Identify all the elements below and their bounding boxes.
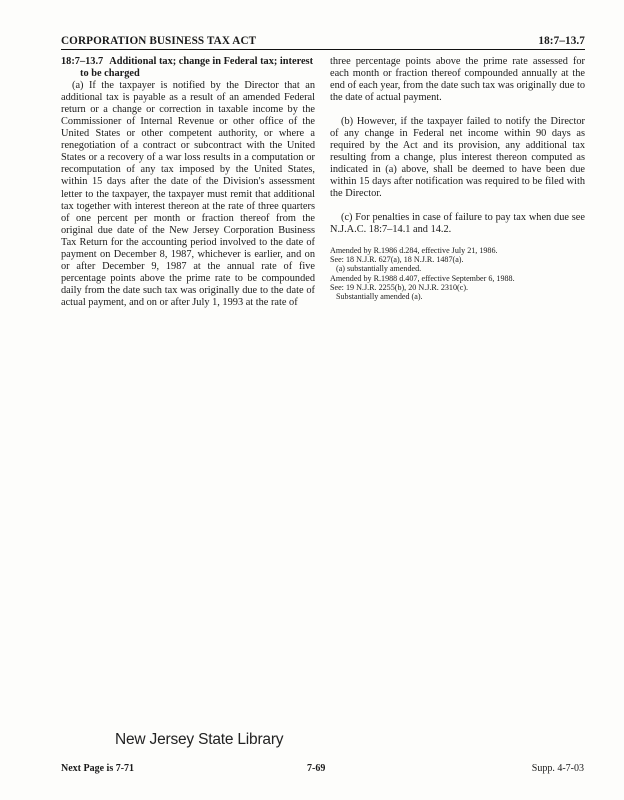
- history-line: See: 19 N.J.R. 2255(b), 20 N.J.R. 2310(c).: [330, 282, 469, 292]
- paragraph-a-continued: three percentage points above the prime rate assessed for each month or fraction thereof compounded annually at the end of each year, from the date such tax was originally due to the date of actual payment.: [330, 56, 585, 104]
- paragraph-a: (a) If the taxpayer is notified by the Director that an additional tax is payable as a result of an amended Federal return or a change or correction in taxable income by the Commissioner of Internal Revenue or other office of the United States or other competent authority, or where a renegotiation of a contract or subcontract with the United States or a recovery of a war loss results in a computation or recomputation of any tax imposed by the United States, within 15 days after the date of the Division's assessment letter to the taxpayer, the taxpayer must remit that additional tax together with interest thereon at the rate of three quarters of one percent per month or fraction thereof from the original due date of the New Jersey Corporation Business Tax Return for the accounting period involved to the date of payment on December 8, 1987, whichever is earlier, and on or after December 9, 1987 at the annual rate of five percentage points above the prime rate to be compounded daily from the date such tax was originally due to the date of actual payment, and on or after July 1, 1993 at the rate of: [61, 80, 315, 308]
- library-stamp: New Jersey State Library: [115, 731, 284, 748]
- section-number: 18:7–13.7: [61, 56, 104, 67]
- header-section-ref: 18:7–13.7: [538, 35, 585, 47]
- history-line: (a) substantially amended.: [336, 264, 422, 274]
- running-header: [61, 31, 585, 50]
- supplement-date: Supp. 4-7-03: [531, 763, 584, 774]
- history-notes: [330, 246, 585, 302]
- page-number: 7-69: [307, 763, 326, 774]
- paragraph-c: (c) For penalties in case of failure to pay tax when due see N.J.A.C. 18:7–14.1 and 14.2.: [330, 211, 585, 235]
- history-line: Amended by R.1986 d.284, effective July 21, 1986.: [330, 245, 498, 255]
- next-page-note: Next Page is 7-71: [61, 763, 135, 774]
- header-title: CORPORATION BUSINESS TAX ACT: [61, 35, 257, 47]
- section-title-line1: Additional tax; change in Federal tax; interest: [109, 56, 314, 67]
- section-title-line2: to be charged: [80, 68, 140, 80]
- section-heading: [61, 56, 315, 80]
- paragraph-b: (b) However, if the taxpayer failed to notify the Director of any change in Federal net income within 90 days as required by the Act and its provision, any additional tax resulting from a change, plus interest thereon computed as indicated in (a) above, shall be deemed to have been due within 15 days after notification was required to be filed with the Director.: [330, 116, 585, 200]
- history-line: Substantially amended (a).: [336, 292, 423, 302]
- left-column: [61, 56, 315, 309]
- history-line: Amended by R.1988 d.407, effective September 6, 1988.: [330, 273, 515, 283]
- right-column: [330, 56, 585, 301]
- history-line: See: 18 N.J.R. 627(a), 18 N.J.R. 1487(a).: [330, 254, 464, 264]
